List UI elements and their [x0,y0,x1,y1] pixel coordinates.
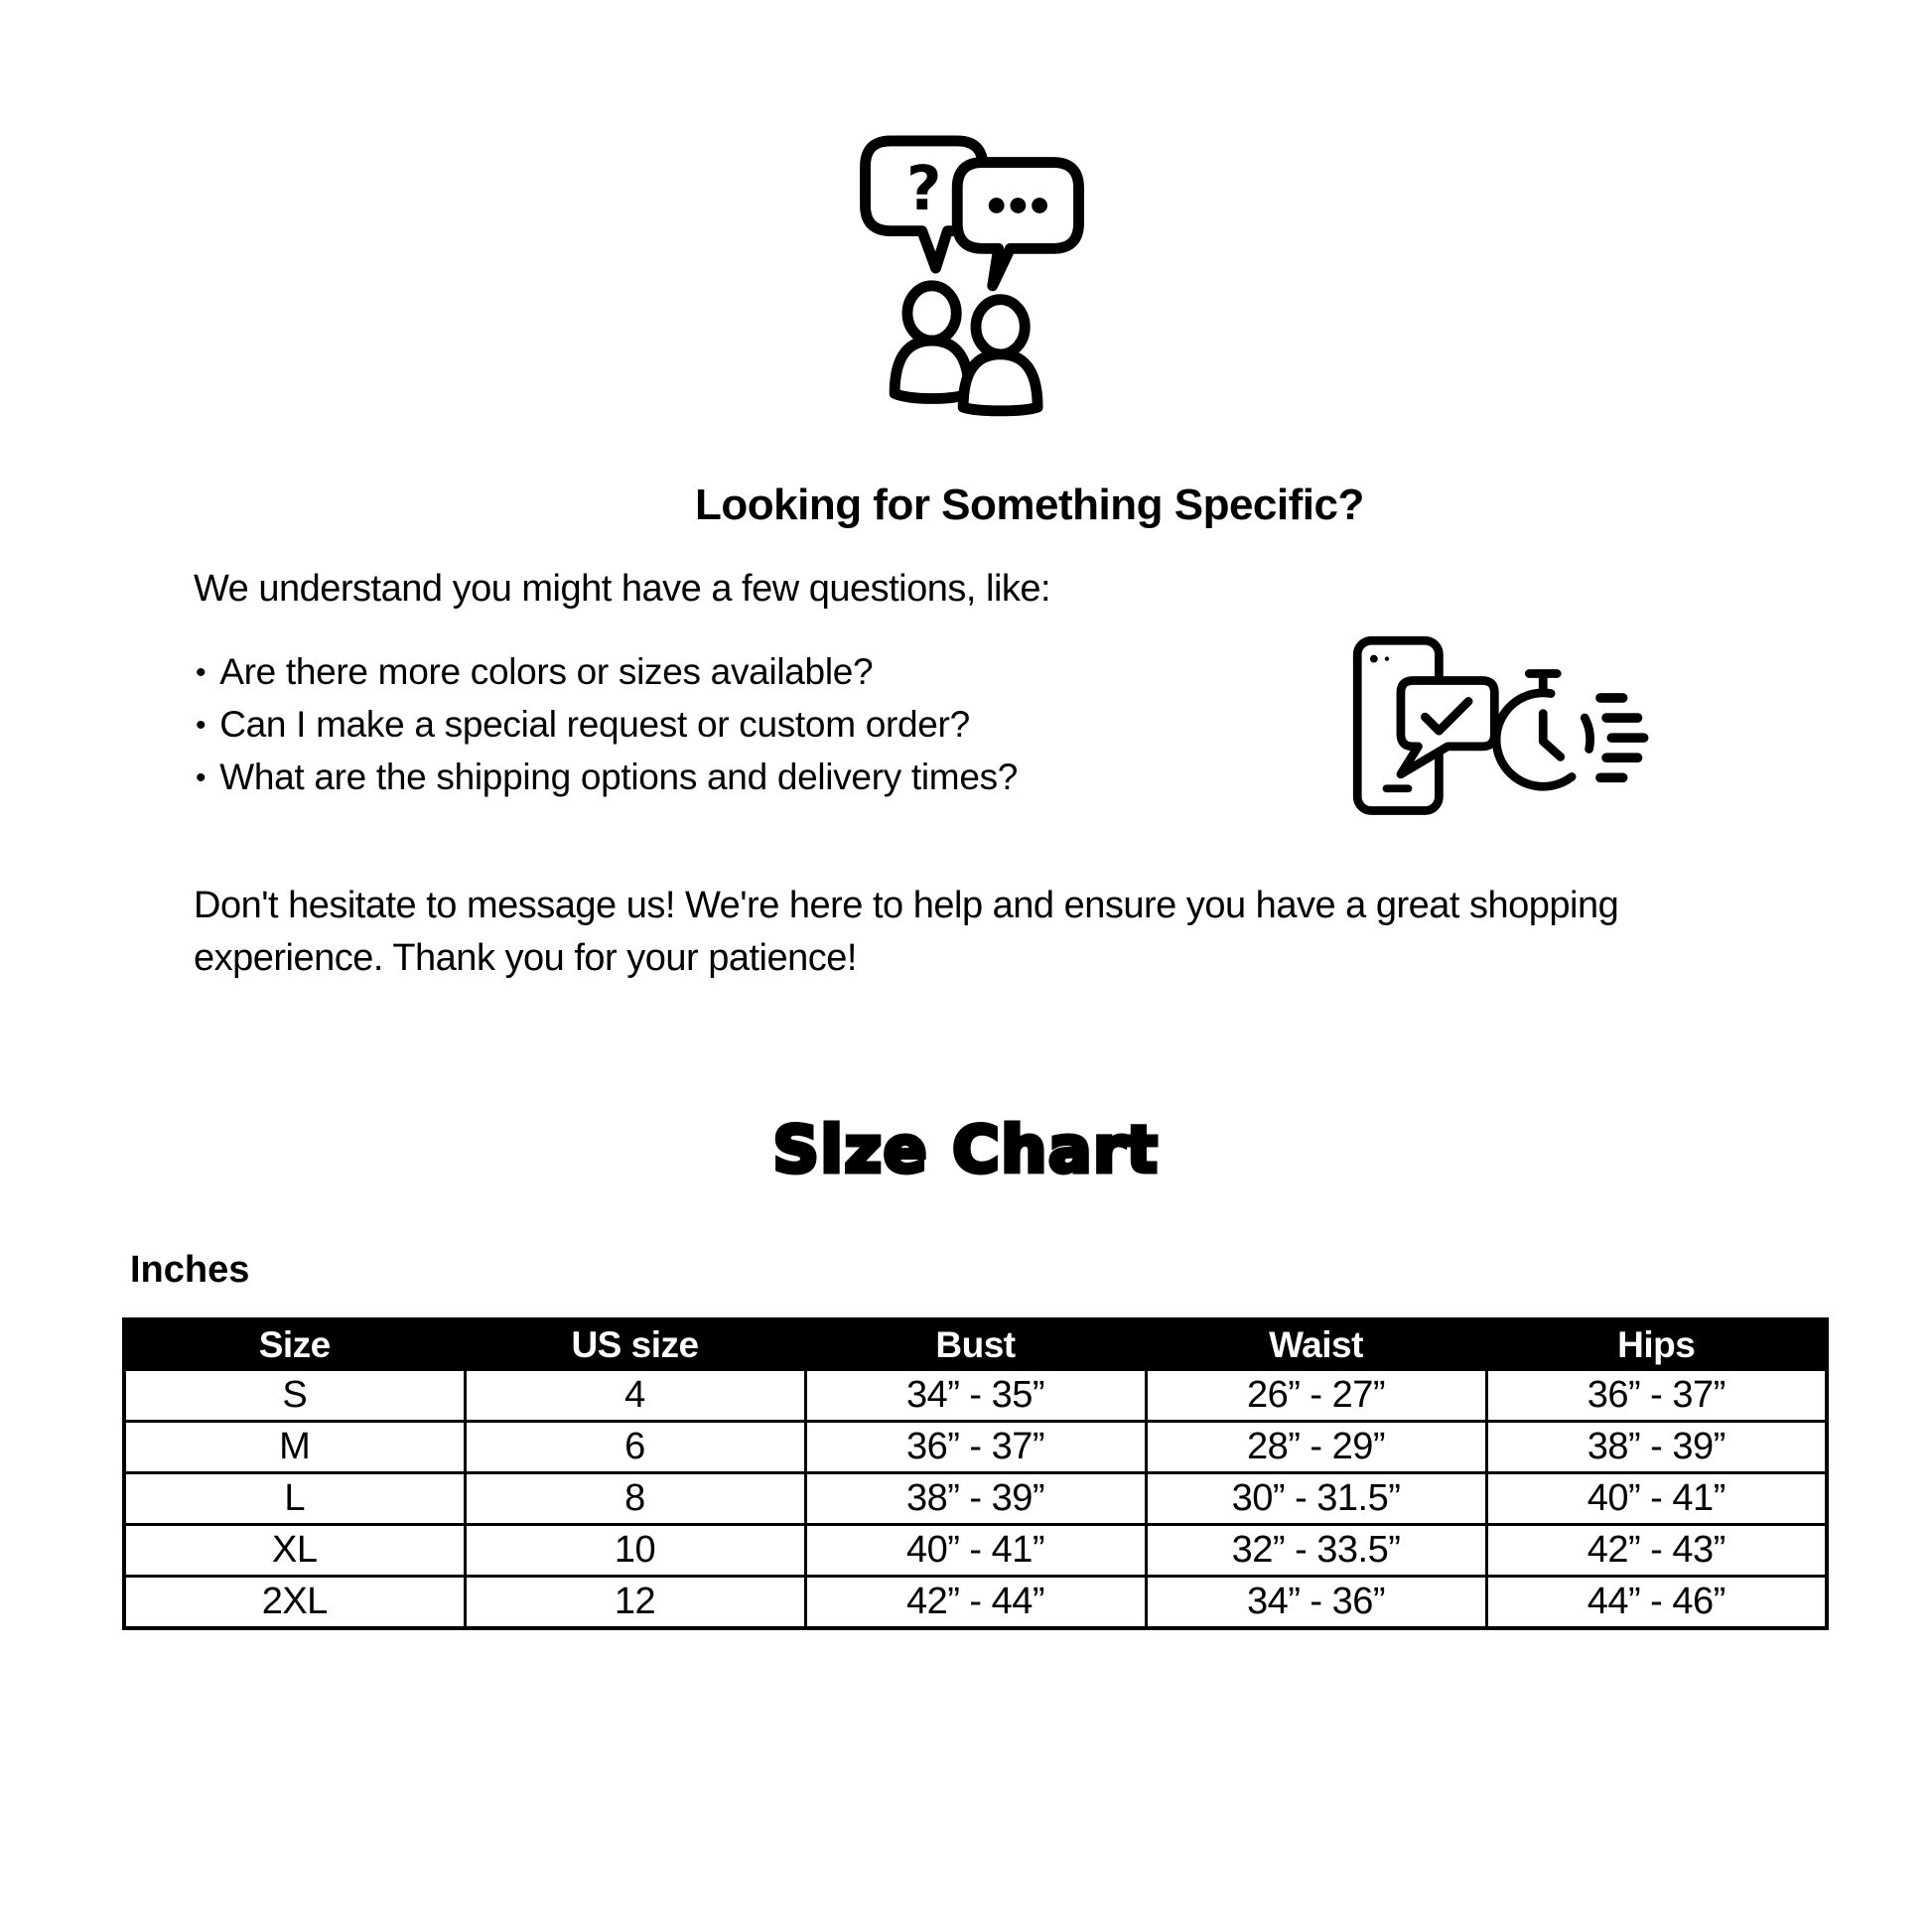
table-cell: 2XL [124,1577,465,1629]
faq-bullet-2-text: Can I make a special request or custom order? [219,704,970,745]
table-cell: 8 [465,1473,805,1525]
table-cell: 42” - 43” [1486,1525,1827,1577]
table-row [124,1473,1827,1525]
size-table-header [124,1319,1827,1370]
unit-label: Inches [130,1249,250,1291]
stopwatch-ring-segment [1585,718,1589,749]
faq-bullet-list [196,646,1018,804]
question-glyph: ? [905,153,942,224]
table-cell: 4 [465,1370,805,1422]
table-cell: 6 [465,1422,805,1473]
table-cell: 36” - 37” [805,1422,1146,1473]
table-row [124,1370,1827,1422]
bullet-marker: • [196,709,207,742]
size-chart-title: Size Chart [772,1114,1160,1187]
intro-lead: We understand you might have a few questions, like: [194,568,1051,610]
table-cell: 34” - 35” [805,1370,1146,1422]
size-chart-table [122,1317,1829,1630]
header-cell: Waist [1146,1319,1486,1370]
page-title: Looking for Something Specific? [695,481,1364,529]
person-left-head [907,286,956,341]
faq-bullet-2 [196,699,1018,752]
table-cell: L [124,1473,465,1525]
clock-hands [1543,714,1560,758]
stopwatch-ring [1496,693,1572,786]
faq-bullet-3-text: What are the shipping options and delivery times? [219,757,1019,797]
table-cell: 12 [465,1577,805,1629]
bullet-marker: • [196,656,207,689]
table-cell: 30” - 31.5” [1146,1473,1486,1525]
table-cell: 42” - 44” [805,1577,1146,1629]
table-cell: 40” - 41” [1486,1473,1827,1525]
table-cell: 32” - 33.5” [1146,1525,1486,1577]
table-row [124,1577,1827,1629]
header-cell: Size [124,1319,465,1370]
ellipsis-dots [989,198,1047,213]
header-cell: Hips [1486,1319,1827,1370]
table-cell: 10 [465,1525,805,1577]
table-cell: 34” - 36” [1146,1577,1486,1629]
people-chat-icon [847,133,1101,417]
size-table-body [124,1370,1827,1629]
phone-fast-reply-icon [1350,635,1650,835]
faq-bullet-1 [196,646,1018,699]
person-right-head [976,300,1025,354]
bullet-marker: • [196,761,207,794]
table-cell: 44” - 46” [1486,1577,1827,1629]
table-cell: 38” - 39” [805,1473,1146,1525]
person-left-body [895,341,969,398]
phone-home-bar [1383,784,1413,792]
table-cell: 28” - 29” [1146,1422,1486,1473]
table-cell: S [124,1370,465,1422]
person-right-body [963,354,1037,411]
table-cell: 36” - 37” [1486,1370,1827,1422]
faq-bullet-3 [196,752,1018,804]
table-cell: 26” - 27” [1146,1370,1486,1422]
table-cell: M [124,1422,465,1473]
table-cell: 40” - 41” [805,1525,1146,1577]
table-cell: 38” - 39” [1486,1422,1827,1473]
speed-lines [1600,698,1644,777]
closing-line-1: Don't hesitate to message us! We're here to help and ensure you have a great shopping [194,885,1619,926]
table-row [124,1525,1827,1577]
header-cell: Bust [805,1319,1146,1370]
phone-camera-dot [1370,655,1378,663]
reply-bubble [957,163,1078,286]
header-row [124,1319,1827,1370]
table-cell: XL [124,1525,465,1577]
phone-camera-dot-small [1385,656,1389,660]
closing-paragraph [194,880,1618,985]
table-row [124,1422,1827,1473]
header-cell: US size [465,1319,805,1370]
closing-line-2: experience. Thank you for your patience! [194,937,857,979]
faq-bullet-1-text: Are there more colors or sizes available? [219,651,874,692]
